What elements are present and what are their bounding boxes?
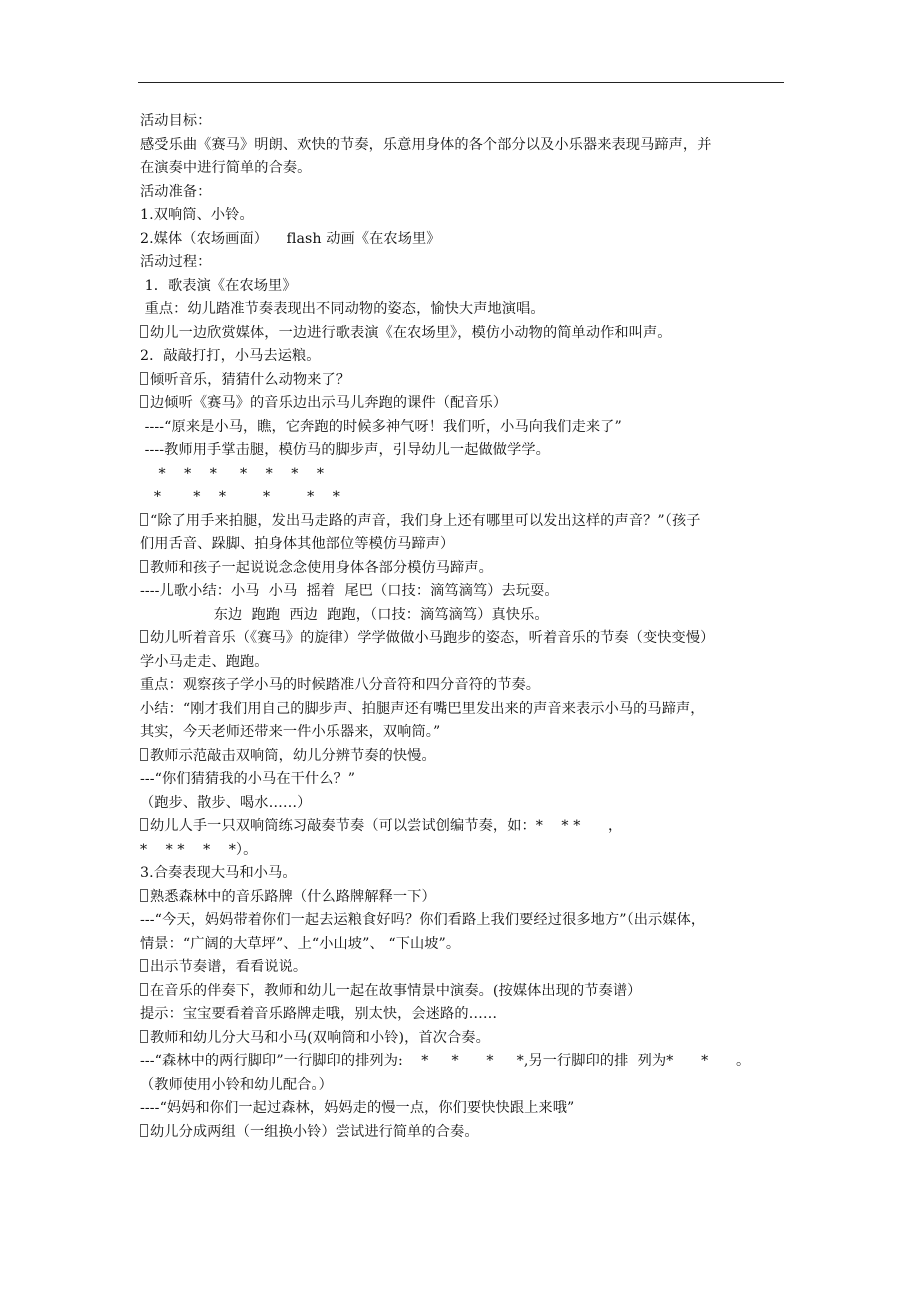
line-text: “除了用手来拍腿，发出马走路的声音，我们身上还有哪里可以发出这样的声音？”（孩子 [150,512,701,529]
bullet-box-icon [140,372,148,385]
text-line [140,886,790,910]
text-line [140,322,790,346]
document-body [140,110,790,1144]
text-line [140,510,790,534]
text-line [140,533,790,557]
line-text: 小结：“刚才我们用自己的脚步声、拍腿声还有嘴巴里发出来的声音来表示小马的马蹄声， [140,700,705,717]
text-line [140,933,790,957]
bullet-box-icon [140,889,148,902]
text-line [140,557,790,581]
line-text: 倾听音乐，猜猜什么动物来了？ [150,371,351,388]
line-text: 教师示范敲击双响筒，幼儿分辨节奏的快慢。 [150,747,436,764]
line-text: 3.合奏表现大马和小马。 [140,865,297,881]
line-text: ----教师用手掌击腿，模仿马的脚步声，引导幼儿一起做做学学。 [140,442,550,458]
text-line [140,298,790,322]
line-text: ---“你们猜猜我的小马在干什么？” [140,771,356,787]
line-text: 其实，今天老师还带来一件小乐器来，双响筒。” [140,724,441,740]
text-line [140,862,790,886]
text-line [140,580,790,604]
text-line [140,204,790,228]
text-line [140,392,790,416]
text-line [140,651,790,675]
line-text: * * * * * * [140,489,340,505]
bullet-box-icon [140,560,148,573]
line-text: 活动准备： [140,183,212,200]
text-line [140,1074,790,1098]
line-text: * * * * *）。 [140,841,258,858]
bullet-box-icon [140,1030,148,1043]
bullet-box-icon [140,325,148,338]
text-line [140,815,790,839]
text-line [140,627,790,651]
text-line [140,604,790,628]
line-text: （跑步、散步、喝水……） [140,794,312,811]
line-text: 在演奏中进行简单的合奏。 [140,160,312,176]
line-text: 边倾听《赛马》的音乐边出示马儿奔跑的课件（配音乐） [150,395,508,411]
text-line [140,157,790,181]
line-text: ----“妈妈和你们一起过森林，妈妈走的慢一点，你们要快快跟上来哦” [140,1100,575,1116]
bullet-box-icon [140,513,148,526]
line-text: 出示节奏谱，看看说说。 [150,959,308,975]
text-line [140,1097,790,1121]
line-text: 教师和幼儿分大马和小马(双响筒和小铃)，首次合奏。 [150,1029,490,1046]
line-text: 学小马走走、跑跑。 [140,653,269,670]
line-text: 教师和孩子一起说说念念使用身体各部分模仿马蹄声。 [150,559,493,576]
line-text: 幼儿一边欣赏媒体，一边进行歌表演《在农场里》，模仿小动物的简单动作和叫声。 [150,324,672,341]
header-rule [138,82,784,83]
text-line [140,439,790,463]
line-text: 提示：宝宝要看着音乐路牌走哦，别太快，会迷路的…… [140,1006,498,1022]
text-line [140,980,790,1004]
text-line [140,1050,790,1074]
text-line [140,698,790,722]
line-text: 2.媒体（农场画面） flash 动画《在农场里》 [140,230,441,247]
line-text: 熟悉森林中的音乐路牌（什么路牌解释一下） [150,888,436,905]
text-line [140,110,790,134]
text-line [140,369,790,393]
line-text: 重点：观察孩子学小马的时候踏准八分音符和四分音符的节奏。 [140,677,541,693]
text-line [140,251,790,275]
line-text: 们用舌音、跺脚、拍身体其他部位等模仿马蹄声） [140,536,455,552]
text-line [140,1003,790,1027]
text-line [140,416,790,440]
line-text: 感受乐曲《赛马》明朗、欢快的节奏，乐意用身体的各个部分以及小乐器来表现马蹄声，并 [140,136,712,153]
bullet-box-icon [140,959,148,972]
bullet-box-icon [140,983,148,996]
line-text: ---“今天，妈妈带着你们一起去运粮食好吗？你们看路上我们要经过很多地方”（出示媒体， [140,912,706,928]
line-text: 重点：幼儿踏准节奏表现出不同动物的姿态，愉快大声地演唱。 [140,301,545,317]
line-text: 1．歌表演《在农场里》 [140,277,297,294]
text-line [140,745,790,769]
line-text: 幼儿分成两组（一组换小铃）尝试进行简单的合奏。 [150,1123,479,1140]
line-text: 2．敲敲打打，小马去运粮。 [140,348,321,364]
line-text: 活动过程： [140,254,212,270]
text-line [140,1027,790,1051]
line-text: （教师使用小铃和幼儿配合。） [140,1076,333,1093]
text-line [140,228,790,252]
line-text: 幼儿人手一只双响筒练习敲奏节奏（可以尝试创编节奏，如：* * * ， [150,818,623,834]
text-line [140,674,790,698]
text-line [140,181,790,205]
bullet-box-icon [140,395,148,408]
text-line [140,345,790,369]
text-line [140,721,790,745]
text-line [140,463,790,487]
line-text: ---“森林中的两行脚印”一行脚印的排列为: * * * *,另一行脚印的排 列为* * 。 [140,1053,751,1069]
line-text: 1.双响筒、小铃。 [140,207,254,223]
line-text: 幼儿听着音乐（《赛马》的旋律）学学做做小马跑步的姿态，听着音乐的节奏（变快变慢） [150,630,715,646]
line-text: * * * * * * * [140,465,325,482]
bullet-box-icon [140,748,148,761]
text-line [140,1121,790,1145]
bullet-box-icon [140,630,148,643]
line-text: 东边 跑跑 西边 跑跑，（口技：滴笃滴笃）真快乐。 [140,606,549,623]
text-line [140,792,790,816]
line-text: 情景：“广阔的大草坪”、上“小山坡”、 “下山坡”。 [140,935,461,952]
line-text: ----“原来是小马，瞧，它奔跑的时候多神气呀！我们听，小马向我们走来了” [140,418,622,435]
text-line [140,486,790,510]
line-text: ----儿歌小结：小马 小马 摇着 尾巴（口技：滴笃滴笃）去玩耍。 [140,583,559,599]
line-text: 活动目标： [140,113,212,129]
text-line [140,839,790,863]
bullet-box-icon [140,1124,148,1137]
text-line [140,909,790,933]
text-line [140,275,790,299]
text-line [140,134,790,158]
text-line [140,768,790,792]
text-line [140,956,790,980]
bullet-box-icon [140,818,148,831]
line-text: 在音乐的伴奏下，教师和幼儿一起在故事情景中演奏。(按媒体出现的节奏谱） [150,982,642,999]
